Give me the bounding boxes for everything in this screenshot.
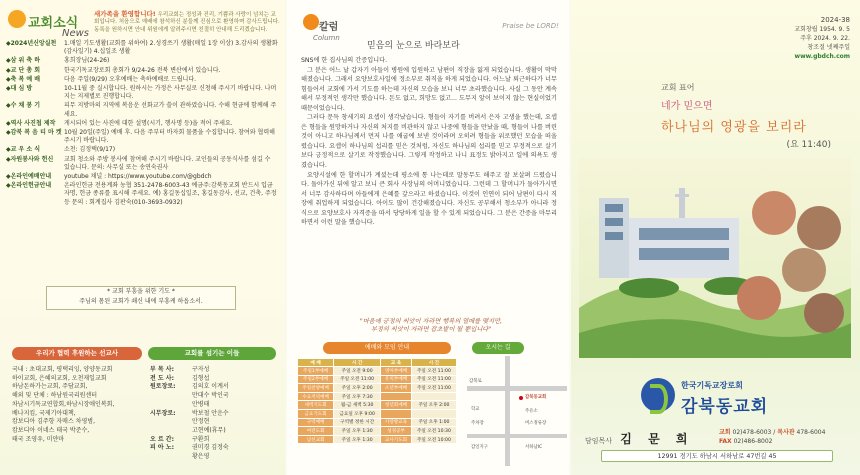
pastor-info bbox=[585, 430, 693, 447]
column-paragraph: 요양시설에 한 할머니가 계셨는데 평소에 통 나는데로 말동무도 해주고 잘 보살펴 드렸습니다. 돌아가신 뒤에 알고 보니 큰 회사 사장님의 어머니였습니다. 그런데 그 할머니가 돌아가시면서 너무 감사하다며 아들에게 은혜를 갚으라고 하셨습니다. 이것이 인연이 되어 남편이 다시 직장에 취업하게 되었습니다. 아이도 많이 건강해졌습니다. 자신도 공부해서 청소부가 아니라 정식으로 요양보호사 자격증을 따서 당당하게 일을 할 수 있게 되었습니다. 그 분은 간증을 마무리 하면서 이런 말을 했습니다. bbox=[301, 171, 557, 227]
schedule-cell: 주일 오전 11:00 bbox=[411, 375, 456, 384]
schedule-cell: 주일 오전 11:00 bbox=[411, 367, 456, 376]
denomination: 한국기독교장로회 bbox=[681, 381, 743, 390]
schedule-cell: 주일 오후 2:00 bbox=[334, 384, 381, 393]
office-label: 목사관 bbox=[777, 429, 795, 436]
week-date: 주후 2024. 9. 22. bbox=[800, 35, 850, 42]
news-item-text: 홍희장님(24-26) bbox=[64, 57, 110, 65]
staff-row bbox=[150, 383, 278, 392]
news-item-text: 피무 지방마의 지역에 복음운 선화교가 쓸이 관하였습니다. 수해 현금에 함께해 주세요. bbox=[64, 102, 277, 118]
news-item bbox=[6, 57, 278, 65]
map-road bbox=[467, 386, 567, 391]
column-panel bbox=[287, 0, 569, 475]
staff-role: 부 목 사: bbox=[150, 366, 174, 373]
news-item-label: ◆축 복 예 배 bbox=[6, 75, 41, 83]
staff-row bbox=[150, 366, 278, 375]
prayer-notice bbox=[46, 286, 236, 310]
news-item-text: 10월 20일(주일) 예배 후. 다음 주부터 바자회 물품을 수집합니다. 참여와 협력해 주시기 바랍니다. bbox=[64, 129, 275, 145]
schedule-header: 시 간 bbox=[411, 359, 456, 367]
prayer-notice-text: 주님의 몸된 교회가 쇄신 내에 부흥케 하옵소서. bbox=[79, 298, 203, 305]
staff-name: 안병태 bbox=[192, 400, 210, 408]
motto-line2: 하나님의 영광을 보리라 bbox=[661, 120, 807, 135]
directions-map bbox=[467, 356, 567, 466]
schedule-cell: 주일 오후 7:30 bbox=[334, 392, 381, 401]
staff-row bbox=[150, 444, 278, 453]
office-number: 478-6004 bbox=[796, 429, 826, 436]
news-item bbox=[6, 156, 278, 172]
schedule-cell bbox=[381, 409, 412, 418]
column-quote bbox=[317, 318, 545, 334]
missionary-line: 국내 : 초대교회, 평택리잉, 양양동교회 bbox=[12, 366, 113, 373]
missionary-line: 베나지킴, 국제기아대책, bbox=[12, 409, 76, 417]
phone-number: 02)478-6003 bbox=[732, 429, 772, 436]
staff-row bbox=[150, 418, 278, 427]
schedule-cell: 주일1부예배 bbox=[298, 367, 334, 376]
staff-row bbox=[150, 427, 278, 436]
schedule-heading: 예배와 모임 안내 bbox=[323, 342, 451, 354]
news-item-text: 1.매일 기도생활(교회를 위하여) 2.성경쓰기 생활(매일 1장 이상) 3.감사의 생활화(감사일기) 4.십일조 생활 bbox=[64, 40, 278, 56]
bulletin-meta bbox=[794, 16, 850, 61]
welcome-text: 우리교회는 정성과 진리, 기쁨과 사랑이 넘치는 교회입니다. 처음으로 예배에 참석하신 분들께 진심으로 환영하며 감사드립니다. 동록을 원하시면 안내 위원에게 알려주시면 친절히 안내해 드리겠습니다. bbox=[94, 12, 280, 33]
motto-reference: (요 11:40) bbox=[786, 140, 831, 150]
schedule-cell: 주일 오전 11:00 bbox=[334, 375, 381, 384]
website-link[interactable]: www.gbdch.com bbox=[794, 53, 850, 60]
news-item-label: ◆온라인헌금안내 bbox=[6, 182, 52, 190]
church-address: 12991 경기도 하남시 서하남로 47번길 45 bbox=[601, 450, 833, 462]
staff-name: 고현예(휴무) bbox=[192, 426, 226, 434]
schedule-cell: 주일찬양예배 bbox=[298, 384, 334, 393]
news-item-label: ◆감북 복 음 티 마 켓 bbox=[6, 129, 62, 137]
fax-number: 02)486-8002 bbox=[733, 438, 773, 445]
schedule-cell: 구역별 정한 시간 bbox=[334, 418, 381, 427]
pastor-label: 담임목사 bbox=[585, 437, 613, 445]
schedule-cell: 금요기도회 bbox=[298, 409, 334, 418]
news-item-label: ◆교 우 소 식 bbox=[6, 146, 41, 154]
staff-name: 황은영 bbox=[192, 453, 210, 461]
schedule-cell: 주일 오전 11:00 bbox=[411, 384, 456, 393]
schedule-cell bbox=[411, 409, 456, 418]
schedule-cell: 주일 오후 1:00 bbox=[411, 418, 456, 427]
schedule-cell: 월-금 새벽 5:30 bbox=[334, 401, 381, 410]
praise-script: Praise be LORD! bbox=[502, 22, 559, 30]
schedule-cell bbox=[381, 392, 412, 401]
schedule-cell: 유치부예배 bbox=[381, 375, 412, 384]
contact-info: 교회 02)478-6003 / 목사관 478-6004 FAX 02)486-8002 bbox=[719, 429, 826, 445]
schedule-row bbox=[298, 427, 457, 436]
staff-name: 박보철 안운수 bbox=[192, 409, 229, 417]
news-item-label: ◆교 단 총 회 bbox=[6, 66, 41, 74]
staff-role: 시무장로: bbox=[150, 409, 176, 417]
staff-name: 구자성 bbox=[192, 366, 210, 373]
staff-role: 오 르 간: bbox=[150, 435, 174, 443]
map-heading: 오시는 길 bbox=[472, 342, 524, 354]
column-body bbox=[301, 56, 557, 228]
staff-heading: 교회를 섬기는 이들 bbox=[148, 347, 276, 360]
news-item bbox=[6, 146, 278, 154]
schedule-cell: 주일 오후 1:30 bbox=[334, 435, 381, 444]
staff-role: 피 아 노: bbox=[150, 444, 174, 452]
news-item-label: ◆역사 사진첩 제작 bbox=[6, 119, 56, 127]
news-item-text: 소천: 김정택(9/17) bbox=[64, 146, 116, 154]
missionary-list bbox=[12, 366, 142, 444]
welcome-title: 새가족을 환영합니다! bbox=[94, 10, 156, 18]
missionary-line: 차남시기독교연합회,하남시장애인복회, bbox=[12, 400, 115, 408]
schedule-row bbox=[298, 401, 457, 410]
news-panel bbox=[0, 0, 285, 475]
news-item-text: 10-11월 중 실시합니다. 원하시는 가정은 사무실로 신청해 주시기 바랍니다. 나머지는 지제별로 진행합니다. bbox=[64, 85, 277, 101]
staff-role: 전 도 사: bbox=[150, 374, 174, 382]
staff-name: 김형섭 bbox=[192, 374, 210, 382]
fax-label: FAX bbox=[719, 438, 732, 445]
schedule-cell: 남선교회 bbox=[298, 435, 334, 444]
staff-name: 안정현 bbox=[192, 418, 210, 426]
staff-name: 만대수 박인국 bbox=[192, 392, 229, 400]
map-label-lot: 주차장 bbox=[471, 421, 484, 426]
news-item bbox=[6, 182, 278, 207]
column-label: 칼럼 bbox=[319, 22, 339, 33]
map-road bbox=[467, 434, 567, 438]
news-item bbox=[6, 40, 278, 56]
missionary-heading: 우리가 협력 후원하는 선교사 bbox=[12, 347, 142, 360]
news-item bbox=[6, 85, 278, 101]
quote-line: 부정의 씨앗이 자라면 잡초밭이 될 뿐입니다" bbox=[370, 326, 492, 333]
issue-number: 2024-38 bbox=[820, 16, 850, 24]
schedule-cell: 영아부예배 bbox=[381, 367, 412, 376]
schedule-cell: 주일 오전 10:30 bbox=[411, 427, 456, 436]
news-item-text: youtube 채널 : https://www.youtube.com/@gbdch bbox=[64, 173, 212, 181]
phone-label: 교회 bbox=[719, 429, 731, 436]
schedule-cell: 청년회예배 bbox=[381, 401, 412, 410]
prayer-notice-title: * 교회 부흥을 위한 기도 * bbox=[107, 288, 175, 295]
missionary-line: 해외 및 단체 : 하남원국리원센터 bbox=[12, 392, 97, 400]
column-paragraph: 그러다 문득 창세기의 요셉이 생각났습니다. 형들이 자기를 버려서 은자 고생을 했는데, 요셉은 형들을 원망하거나 자신의 처지를 비관하지 않고 나중에 형들을 만났을 때, 형들이 나를 버린 것이 아니고 하나님께서 먼저 나를 애굽에 보낸 것이라며 오히려 형들을 위로했던 모습을 떠올렸습니다. 요셉이 하나님의 섭리를 믿은 것처럼, 자신도 하나님의 섭리를 믿고 부정적으로 살기보다 긍정적으로 살기로 작정했습니다. 그렇게 작정하고 나니 표정도 밝아지고 일에 의욕도 생겼습니다. bbox=[301, 114, 557, 170]
news-item-label: ◆삼 위 축 하 bbox=[6, 57, 41, 65]
schedule-row bbox=[298, 435, 457, 444]
staff-list bbox=[150, 366, 278, 462]
staff-role bbox=[150, 418, 192, 427]
founded-date: 교회창립 1954. 9. 5 bbox=[794, 26, 850, 33]
missionary-line: 캄보디아 이네스 태국 박준수, bbox=[12, 426, 90, 434]
motto-line1: 네가 믿으면 bbox=[661, 101, 713, 112]
church-marker-icon bbox=[519, 396, 523, 400]
news-list bbox=[6, 40, 278, 208]
news-subtitle: News bbox=[62, 28, 90, 39]
church-logo-icon bbox=[641, 378, 675, 412]
church-building-illustration bbox=[579, 158, 851, 358]
column-paragraph: SNS에 한 집사님의 간증입니다. bbox=[301, 57, 388, 64]
schedule-cell: 소년부예배 bbox=[381, 384, 412, 393]
staff-row bbox=[150, 453, 278, 462]
schedule-cell: 주일 오전 9:00 bbox=[334, 367, 381, 376]
map-label-church: 감북동교회 bbox=[525, 395, 547, 400]
map-label-school: 학교 bbox=[471, 407, 480, 412]
schedule-table bbox=[297, 358, 457, 444]
staff-row bbox=[150, 401, 278, 410]
staff-role bbox=[150, 453, 192, 462]
schedule-cell: 주일2부예배 bbox=[298, 375, 334, 384]
map-label-bus: 버스정류장 bbox=[525, 421, 547, 426]
schedule-row bbox=[298, 418, 457, 427]
schedule-cell: 금요일 오후 9:00 bbox=[334, 409, 381, 418]
schedule-header: 교 육 bbox=[381, 359, 412, 367]
pastor-name: 김 문 희 bbox=[620, 432, 694, 446]
staff-row bbox=[150, 410, 278, 419]
schedule-cell: 사랑방교육 bbox=[381, 418, 412, 427]
welcome-box bbox=[94, 11, 280, 34]
schedule-row bbox=[298, 384, 457, 393]
staff-name: 구환희 bbox=[192, 435, 210, 443]
flower-icon bbox=[303, 14, 319, 30]
news-item bbox=[6, 102, 278, 118]
news-item-text: 교회 청소와 주방 봉사에 참여해 주시기 바랍니다. 교인들의 공동식사를 섬길 수 있습니다. 문의: 사무실 또는 송연숙권사 bbox=[64, 155, 271, 171]
map-label-ic: 서하남IC bbox=[525, 445, 543, 450]
news-item-text: 한국기독교장로회 총회가 9/24-26 전북 변산에서 있습니다. bbox=[64, 66, 221, 74]
motto-label: 교회 표어 bbox=[661, 83, 695, 92]
staff-role bbox=[150, 392, 192, 401]
news-item-text: 다음 주일(9/29) 오후예배는 축하예배로 드립니다. bbox=[64, 75, 197, 83]
column-title: 믿음의 눈으로 바라보라 bbox=[367, 41, 460, 51]
news-item bbox=[6, 129, 278, 145]
news-item bbox=[6, 173, 278, 181]
missionary-line: 하남돈하가는교회, 주담교회, bbox=[12, 383, 88, 391]
map-label-gs: 주유소 bbox=[525, 409, 538, 414]
staff-role bbox=[150, 401, 192, 410]
news-item-text: 온라인헌금 전용계좌 농협 351-2478-6003-43 예금주:감북동교회 반드시 입금자명, 헌금 종류를 표시해 주세요. 예) 홍길동십일조, 홍길동감사, 선교, 건축, 주정 등 문의 : 회계집사 김판숙(010-3693-0932) bbox=[64, 182, 277, 206]
schedule-cell: 교사기도회 bbox=[381, 435, 412, 444]
missionary-line: 하이교회, 은혜의교회, 오천재일교회 bbox=[12, 374, 107, 382]
church-name: 감북동교회 bbox=[681, 397, 769, 417]
schedule-cell: 새벽기도회 bbox=[298, 401, 334, 410]
schedule-row bbox=[298, 409, 457, 418]
news-item-label: ◆온라인예배안내 bbox=[6, 173, 52, 181]
schedule-row bbox=[298, 375, 457, 384]
staff-row bbox=[150, 392, 278, 401]
news-item-text: 게시되어 있는 사진에 대한 설명(시기, 행사명 등)을 적어 주세요. bbox=[64, 119, 233, 127]
missionary-line: 캄보디아 김주항 자매스 차영범, bbox=[12, 418, 95, 426]
schedule-cell: 주일 오전 10:00 bbox=[411, 435, 456, 444]
map-label-district: 감일지구 bbox=[471, 445, 488, 450]
news-item bbox=[6, 120, 278, 128]
missionary-line: 태국 조영우, 미얀마 bbox=[12, 435, 65, 443]
schedule-header: 예 배 bbox=[298, 359, 334, 367]
flower-icon bbox=[8, 10, 26, 28]
map-road bbox=[505, 356, 510, 466]
schedule-row bbox=[298, 392, 457, 401]
sunday-name: 창조절 넷째주일 bbox=[807, 44, 850, 51]
schedule-cell bbox=[411, 392, 456, 401]
schedule-cell: 성경공부 bbox=[381, 427, 412, 436]
quote-line: "마음에 긍정의 씨앗이 자라면 행복의 열매를 맺지만, bbox=[359, 318, 503, 325]
schedule-row bbox=[298, 367, 457, 376]
news-item bbox=[6, 67, 278, 75]
news-item-label: ◆수 채 봉 기 bbox=[6, 102, 41, 110]
staff-name: 김의호 이계서 bbox=[192, 383, 229, 391]
news-item-label: ◆자원봉사와 헌신 bbox=[6, 155, 54, 163]
church-motto bbox=[661, 82, 831, 150]
schedule-header: 시 간 bbox=[334, 359, 381, 367]
column-logo bbox=[303, 12, 341, 48]
column-label-en: Column bbox=[313, 34, 340, 42]
schedule-cell: 주일 오후 2:00 bbox=[411, 401, 456, 410]
news-item bbox=[6, 76, 278, 84]
schedule-cell: 여전도회 bbox=[298, 427, 334, 436]
news-title: 교회소식 bbox=[28, 16, 79, 31]
schedule-cell: 주일 오후 1:30 bbox=[334, 427, 381, 436]
staff-name: 권미경 김정숙 bbox=[192, 444, 229, 452]
staff-role bbox=[150, 427, 192, 436]
cover-panel bbox=[571, 0, 860, 475]
staff-role: 원로장로: bbox=[150, 383, 176, 391]
schedule-cell: 수요저녁예배 bbox=[298, 392, 334, 401]
news-item-label: ◆대 심 방 bbox=[6, 85, 33, 93]
schedule-cell: 구역예배 bbox=[298, 418, 334, 427]
church-logo bbox=[641, 376, 851, 416]
map-label-road: 감북로 bbox=[469, 379, 482, 384]
news-item-label: ◆2024년신앙실천 bbox=[6, 40, 57, 47]
column-paragraph: 그 분은 어느 날 갑자기 아들이 병원에 입원하고 남편이 직장을 잃게 되었습니다. 생활이 막막해졌습니다. 그래서 요양보호사일에 정소부로 취직을 하게 되었습니다. 어느날 퇴근하다가 너무 힘들어서 교회에 가서 기도를 하는데 자신의 모습을 보니 너무 초라했습니다. 사실 그 동안 계속해서 부정적인 생각만 했습니다. 돈도 없고, 희망도 없고... 도무지 앞이 보이지 않는 현실이었기 때문이었습니다. bbox=[301, 66, 557, 112]
